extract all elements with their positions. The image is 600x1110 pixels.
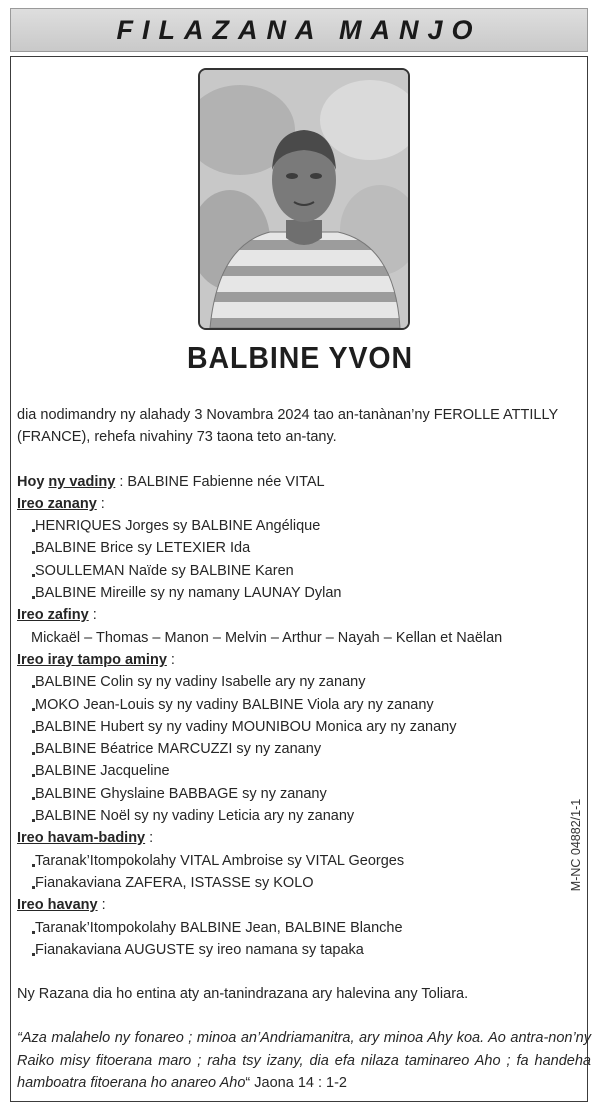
list-item: BALBINE Ghyslaine BABBAGE sy ny zanany (17, 783, 591, 805)
portrait-photo (198, 68, 410, 330)
spouse-label-prefix: Hoy (17, 473, 49, 490)
deceased-name: BALBINE YVON (186, 340, 414, 375)
spouse-value: BALBINE Fabienne née VITAL (127, 473, 325, 490)
list-item: HENRIQUES Jorges sy BALBINE Angélique (17, 515, 591, 537)
list-item: BALBINE Colin sy ny vadiny Isabelle ary ny zanany (17, 671, 591, 693)
list-item: BALBINE Noël sy ny vadiny Leticia ary ny zanany (17, 805, 591, 827)
list-item: SOULLEMAN Naïde sy BALBINE Karen (17, 560, 591, 582)
list-item: Fianakaviana ZAFERA, ISTASSE sy KOLO (17, 872, 591, 894)
relatives-heading: Ireo havany : (17, 897, 106, 914)
children-heading: Ireo zanany : (17, 495, 105, 512)
siblings-heading: Ireo iray tampo aminy : (17, 651, 175, 668)
list-item: BALBINE Jacqueline (17, 760, 591, 782)
list-item: BALBINE Hubert sy ny vadiny MOUNIBOU Monica ary ny zanany (17, 716, 591, 738)
list-item: Taranak’Itompokolahy VITAL Ambroise sy VITAL Georges (17, 850, 591, 872)
header-banner (10, 8, 588, 52)
list-item: BALBINE Mireille sy ny namany LAUNAY Dylan (17, 582, 591, 604)
list-item: BALBINE Béatrice MARCUZZI sy ny zanany (17, 738, 591, 760)
spouse-sep: : (115, 473, 128, 490)
grandchildren-list: Mickaël – Thomas – Manon – Melvin – Arthur – Nayah – Kellan et Naëlan (31, 629, 503, 646)
grandchildren-label: Ireo zafiny (17, 607, 89, 624)
in-laws-heading: Ireo havam-badiny : (17, 830, 154, 847)
in-laws-label: Ireo havam-badiny (17, 830, 146, 847)
spouse-line (17, 471, 591, 493)
list-item: Fianakaviana AUGUSTE sy ireo namana sy tapaka (17, 939, 591, 961)
grandchildren-heading: Ireo zafiny : (17, 607, 97, 624)
header-title: FILAZANA MANJO (116, 14, 482, 45)
verse-text: Aza malahelo ny fonareo ; minoa an’Andriamanitra, ary minoa Ahy koa. Ao antra-non’ny Raiko misy fitoerana maro ; raha tsy izany, dia efa nilaza taminareo Aho ; fa handeha hamboatra fitoerana ho anareo Aho (17, 1030, 591, 1092)
list-item: BALBINE Brice sy LETEXIER Ida (17, 537, 591, 559)
reference-code: M-NC 04882/1-1 (569, 798, 583, 892)
notice-body (17, 404, 591, 1094)
children-label: Ireo zanany (17, 495, 97, 512)
list-item: MOKO Jean-Louis sy ny vadiny BALBINE Viola ary ny zanany (17, 694, 591, 716)
intro-text: dia nodimandry ny alahady 3 Novambra 2024 tao an-tanànan’ny FEROLLE ATTILLY (FRANCE), rehefa nivahiny 73 taona teto an-tany. (17, 407, 558, 446)
siblings-label: Ireo iray tampo aminy (17, 651, 167, 668)
verse-reference: Jaona 14 : 1-2 (250, 1075, 347, 1092)
list-item: Taranak’Itompokolahy BALBINE Jean, BALBINE Blanche (17, 917, 591, 939)
relatives-label: Ireo havany (17, 897, 98, 914)
bible-verse: “Aza malahelo ny fonareo ; minoa an’Andriamanitra, ary minoa Ahy koa. Ao antra-non’ny Raiko misy fitoerana maro ; raha tsy izany, dia efa nilaza taminareo Aho ; fa handeha hamboatra fitoerana ho anareo Aho“ Jaona 14 : 1-2 (17, 1030, 591, 1092)
spouse-label: ny vadiny (48, 473, 116, 490)
burial-note: Ny Razana dia ho entina aty an-tanindrazana ary halevina any Toliara. (17, 986, 469, 1003)
